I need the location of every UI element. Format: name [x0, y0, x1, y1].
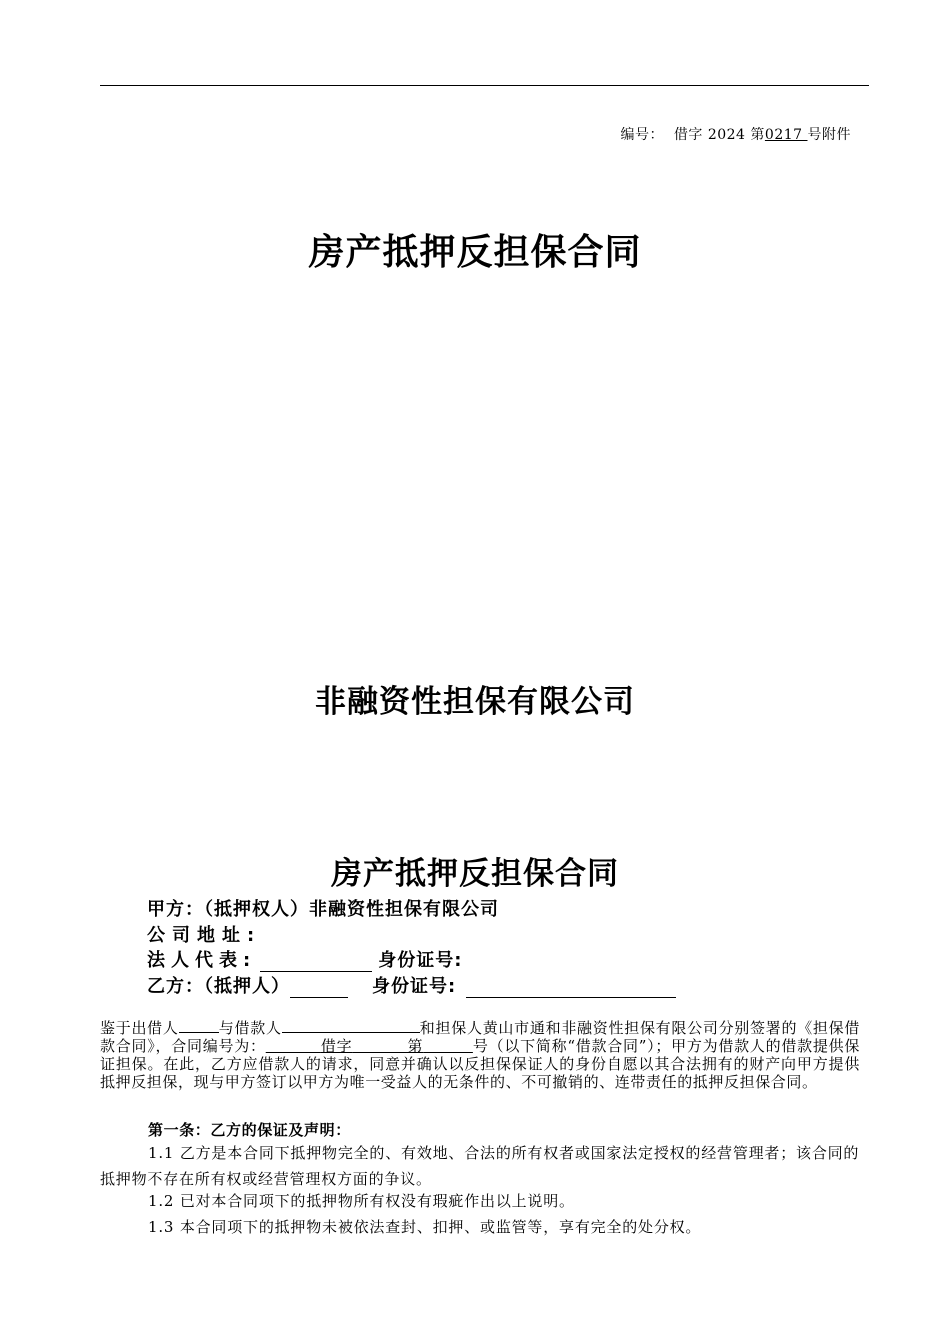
contract-no-prefix: 借字	[320, 1037, 353, 1055]
preamble-text-4: （以下简称“借款合同”）；甲方为借款人的借款提供保证担保。在此，乙方应借款人的请求，同意并确认以反担保保证人的身份自愿以其合法拥有的财产向甲方提供抵押反担保，现与甲方签订以甲方为唯一受益人的无条件的、不可撤销的、连带责任的抵押反担保合同。	[100, 1037, 860, 1091]
cover-company: 非融资性担保有限公司	[315, 684, 635, 720]
lender-blank	[179, 1018, 219, 1033]
contract-number-field	[266, 1037, 473, 1055]
doc-no-label: 编号：	[620, 127, 664, 143]
preamble-text-3: 和担保人黄山市通和非融资性担保有限公司分别签署的《担保借款合同》，合同编号为：	[100, 1019, 860, 1055]
legal-rep-blank	[260, 953, 372, 972]
doc-no-number: 0217	[764, 127, 808, 143]
party-b-blank	[290, 979, 348, 998]
document-number	[620, 124, 851, 144]
header-rule	[100, 85, 869, 86]
party-b-id-blank	[466, 979, 676, 998]
clause-1-1: 1.1 乙方是本合同下抵押物完全的、有效地、合法的所有权者或国家法定授权的经营管理者；该合同的抵押物不存在所有权或经营管理权方面的争议。	[100, 1144, 860, 1188]
cover-title: 房产抵押反担保合同	[308, 232, 642, 273]
party-b-row	[147, 972, 676, 998]
doc-no-prefix: 借字 2024 第	[673, 127, 765, 143]
article-1-heading: 第一条：乙方的保证及声明：	[148, 1121, 351, 1139]
legal-rep-row	[147, 946, 462, 972]
id-no-label: 身份证号:	[378, 950, 463, 971]
party-b-label: 乙方：（抵押人）	[147, 976, 290, 997]
company-address-label: 公司地址:	[147, 925, 262, 946]
legal-rep-label: 法人代表:	[147, 950, 257, 971]
contract-no-di: 第	[407, 1037, 424, 1055]
party-a: 甲方：（抵押权人）非融资性担保有限公司	[147, 899, 499, 920]
party-b-id-label: 身份证号:	[372, 976, 457, 997]
preamble-text-1: 鉴于出借人	[100, 1019, 179, 1037]
preamble-text-2: 与借款人	[218, 1019, 282, 1037]
clause-1-3: 1.3 本合同项下的抵押物未被依法查封、扣押、或监管等，享有完全的处分权。	[148, 1218, 702, 1236]
contract-title: 房产抵押反担保合同	[331, 856, 619, 892]
doc-no-suffix: 号附件	[807, 127, 851, 143]
preamble-paragraph	[100, 1018, 860, 1091]
borrower-blank	[282, 1018, 420, 1033]
clause-1-2: 1.2 已对本合同项下的抵押物所有权没有瑕疵作出以上说明。	[148, 1192, 575, 1210]
contract-no-hao: 号	[472, 1037, 489, 1055]
